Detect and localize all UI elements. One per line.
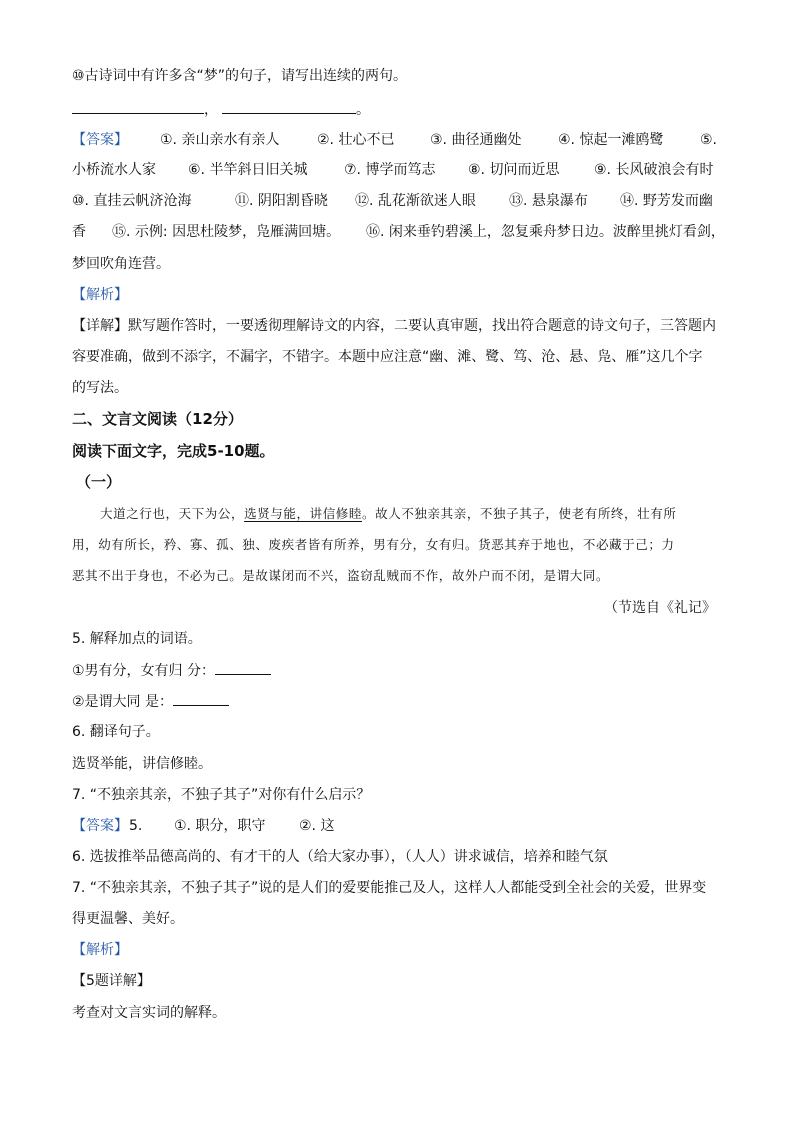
section-instruction: 阅读下面文字，完成5-10题。 [72, 442, 275, 460]
analysis-tag: 【解析】 [72, 942, 128, 958]
answer-item: ⑨. 长风破浪会有时 [594, 162, 714, 178]
answer-item: ⑪. 阴阳割昏晓 [235, 193, 328, 209]
answer-item: ①. 职分，职守 [174, 818, 266, 834]
answer-item: ②. 壮心不已 [317, 132, 395, 148]
detail-line-3: 的写法。 [72, 380, 128, 396]
answer-item: ⑭. 野芳发而幽 [620, 193, 713, 209]
question-7: 7. “不独亲其亲，不独子其子”对你有什么启示？ [72, 787, 371, 803]
answer-number: 5. [129, 818, 143, 834]
answer-item: ⑦. 博学而笃志 [344, 162, 436, 178]
detail-text: 默写题作答时，一要透彻理解诗文的内容，二要认真审题，找出符合题意的诗文句子，三答题内 [128, 318, 716, 334]
answer-tag: 【答案】 [72, 132, 128, 148]
answer-item: ⑩. 直挂云帆济沧海 [72, 193, 192, 209]
detail-5-tag: 【5题详解】 [72, 973, 151, 989]
answer-item: ①. 亲山亲水有亲人 [160, 132, 280, 148]
question-6-sentence: 选贤举能，讲信修睦。 [72, 756, 212, 772]
answer-blank [215, 660, 271, 675]
underlined-phrase: 选贤与能，讲信修睦 [244, 506, 363, 521]
question-5: 5. 解释加点的词语。 [72, 631, 202, 647]
question-text: ①男有分，女有归 分： [72, 663, 216, 679]
passage-line-2: 用，幼有所长，矜、寡、孤、独、废疾者皆有所养，男有分，女有归。货恶其弃于地也，不必藏于己；力 [72, 537, 675, 552]
part-label: （一） [76, 473, 122, 491]
comma: ， [204, 102, 218, 118]
passage-line-1 [100, 504, 720, 524]
question-10: ⑩古诗词中有许多含“梦”的句子，请写出连续的两句。 [72, 68, 408, 84]
passage-text: 。故人不独亲其亲，不独子其子，使老有所终，壮有所 [362, 506, 677, 521]
passage-source: （节选自《礼记》 [604, 600, 716, 616]
answer-q7-line-2: 得更温馨、美好。 [72, 911, 184, 927]
detail-5-text: 考查对文言实词的解释。 [72, 1005, 226, 1021]
answer-tag: 【答案】 [72, 818, 128, 834]
answer-blank [72, 99, 204, 114]
answer-item: 小桥流水人家 [72, 162, 156, 178]
answer-item: ⑧. 切问而近思 [468, 162, 560, 178]
answer-item: ⑮. 示例: 因思杜陵梦，凫雁满回塘。 [112, 224, 341, 240]
question-6: 6. 翻译句子。 [72, 724, 160, 740]
question-5-2 [72, 691, 229, 712]
answer-item: ⑯. 闲来垂钓碧溪上，忽复乘舟梦日边。波醉里挑灯看剑， [366, 224, 725, 240]
passage-line-3: 恶其不出于身也，不必为己。是故谋闭而不兴，盗窃乱贼而不作，故外户而不闭，是谓大同。 [72, 568, 610, 583]
analysis-tag: 【解析】 [72, 287, 128, 303]
passage-text: 大道之行也，天下为公， [100, 506, 245, 521]
answer-item: ④. 惊起一滩鸥鹭 [558, 132, 664, 148]
answer-item: ⑬. 悬泉瀑布 [509, 193, 588, 209]
answer-item: ⑤. [700, 132, 718, 148]
question-5-1 [72, 660, 271, 681]
section-title: 二、文言文阅读（12分） [72, 410, 243, 428]
answer-item: ⑥. 半竿斜日旧关城 [188, 162, 308, 178]
answer-item: 香 [72, 224, 86, 240]
question-10-blanks [72, 99, 370, 120]
question-text: ②是谓大同 是： [72, 694, 174, 710]
period: 。 [356, 102, 370, 118]
detail-tag: 【详解】 [72, 318, 128, 334]
answer-blank [222, 99, 356, 114]
detail-line-2: 容要准确，做到不添字，不漏字，不错字。本题中应注意“幽、滩、鹭、笃、沧、悬、凫、雁”这几个字 [72, 349, 703, 365]
answer-item: ②. 这 [299, 818, 335, 834]
answer-q6: 6. 选拔推举品德高尚的、有才干的人（给大家办事），（人人）讲求诚信，培养和睦气氛 [72, 849, 608, 865]
answer-blank [173, 691, 229, 706]
detail-line-1 [72, 316, 716, 336]
answer-item: ⑫. 乱花渐欲迷人眼 [355, 193, 476, 209]
answer-item: ③. 曲径通幽处 [430, 132, 522, 148]
answer-q7-line-1: 7. “不独亲其亲，不独子其子”说的是人们的爱要能推己及人，这样人人都能受到全社会的关爱，世界变 [72, 880, 707, 896]
answer-row-5: 梦回吹角连营。 [72, 256, 170, 272]
